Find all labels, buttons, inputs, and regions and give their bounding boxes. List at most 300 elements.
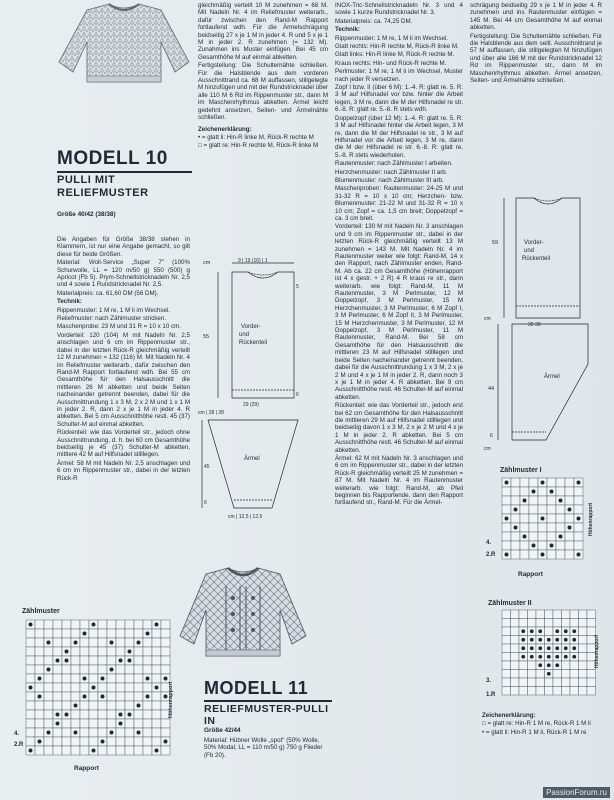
chart-cell [71, 620, 80, 629]
chart-cell [125, 638, 134, 647]
chart-cell [520, 478, 529, 487]
chart-cell [35, 746, 44, 755]
chart-cell [545, 619, 554, 628]
chart-cell [134, 710, 143, 719]
chart-cell [511, 636, 520, 645]
chart-cell [152, 728, 161, 737]
chart-cell [579, 636, 588, 645]
chart-cell [116, 701, 125, 710]
chart-cell [143, 656, 152, 665]
chart-cell [565, 532, 574, 541]
chart-dot [74, 641, 78, 645]
chart-cell [511, 478, 520, 487]
chart-cell [125, 683, 134, 692]
model11-body-schematic [478, 178, 608, 328]
chart-cell [143, 737, 152, 746]
chart-cell [574, 532, 583, 541]
chart-dot [83, 695, 87, 699]
chart-cell [125, 674, 134, 683]
paragraph: Rückenteil: wie das Vorderteil str., jedoch erst bei 62 cm Gesamthöhe für den Halsausschnitt die mittleren 29 M auf Hilfsnadel stilllegen und beidseitig davon 1 x 3 M, 2 x je 2 M und 4 x je 1 M in jeder 2. R abketten. Bei 5 cm Ausschnitthöhe restl. 46 Schulter-M auf einmal abketten. [335, 402, 463, 454]
chart-cell [143, 728, 152, 737]
chart-cell [143, 665, 152, 674]
chart-dot [532, 490, 536, 494]
chart-cell [529, 478, 538, 487]
paragraph: Rippenmuster: 1 M re, 1 M li im Wechsel. [335, 34, 449, 42]
chart-cell [125, 665, 134, 674]
legend-box-text: = glatt re: Hin-R rechte M, Rück-R linke M [203, 142, 319, 150]
chart-cell [107, 719, 116, 728]
paragraph: Kraus rechts: Hin- und Rück-R rechte M. [335, 59, 447, 67]
chart-cell [71, 683, 80, 692]
sweater-11-illustration [178, 566, 308, 658]
chart-dot [137, 704, 141, 708]
paragraph: Vorderteil: 120 (104) M mit Nadeln Nr. 2,5 anschlagen und 6 cm im Rippenmuster str., dabei in der letzten Rück-R gleichmäßig verteilt 12 M zunehmen = 132 (116) M. Mit Nadeln Nr. 4 im Reliefmuster weiterarb., dafür zwischen den Rand-M Rapport fortlaufend wdh. Bei 55 cm Gesamthöhe für den Halsausschnitt die mittleren 26 M abketten und beide Seiten nacheinander getrennt beenden, dabei für die Ausschnittrundung 1 x 3 M, 2 x 2 M und 1 x 1 M in jeder 2. R, dann 2 x je 1 M in jeder 4. R abketten. Bei 5 cm Ausschnitthöhe restl. 45 (37) Schulter-M auf einmal abketten. [57, 331, 190, 428]
chart-cell [62, 674, 71, 683]
chart-cell [587, 678, 596, 687]
chart-dot [538, 655, 542, 659]
chart-cell [71, 674, 80, 683]
chart-cell [35, 665, 44, 674]
chart-cell [528, 619, 537, 628]
chart-cell [502, 670, 511, 679]
chart-cell [511, 678, 520, 687]
chart-cell [502, 627, 511, 636]
paragraph: Rautenmuster: nach Zählmuster I arbeiten. [335, 160, 453, 168]
chart-cell [547, 505, 556, 514]
chart-dot [541, 553, 545, 557]
chart-cell [71, 710, 80, 719]
paragraph: Vorderteil: 130 M mit Nadeln Nr. 3 anschlagen und 9 cm im Rippenmuster str., dabei in der letzten Rück-R gleichmäßig verteilt 13 M zunehmen = 143 M. Mit Nadeln Nr. 4 im Rautenmuster weiter wie folgt: Rand-M, 14 x den Rapport, nach Zählmuster enden, Rand-M. Ab ca. 22 cm Gesamthöhe (Höhenrapport ist 4 x gestr. + 2 R) 4 R kraus re str., dann weiterarb. wie folgt: Rand-M, 11 M Rautenmuster, 3 M Perlmuster, 12 M Doppelzopf, 3 M Perlmuster, 15 M Herzchenmuster, 3 M Perlmuster, 6 M Zopf I, 3 M Perlmuster, 6 M Zopf II, 3 M Perlmuster, 15 M Herzchenmuster, 3 M Perlmuster, 12 M Doppelzopf, 3 M Perlmuster, 11 M Rautenmuster, Rand-M. Bei 58 cm Gesamthöhe für den Halsausschnitt die mittleren 23 M auf Hilfsnadel stilllegen und beide Seiten nacheinander getrennt beenden, dabei für die Ausschnittrundung 1 x 3 M, 2 x je 2 M und 4 x je 1 M in jeder 2. R, dann noch 3 x je 1 M in jeder 4. R abketten. Bei 9 cm Ausschnitthöhe restl. 46 Schulter-M auf einmal abketten. [335, 223, 463, 401]
paragraph: Blumenmuster: nach Zählmuster III arb. [335, 176, 444, 184]
chart-cell [143, 701, 152, 710]
chart-dot [514, 508, 518, 512]
chart-cell [511, 670, 520, 679]
chart-cell [579, 627, 588, 636]
paragraph: Ärmel: 62 M mit Nadeln Nr. 3 anschlagen und 6 cm im Rippenmuster str., dabei in der letzten Rück-R gleichmäßig verteilt 25 M zunehmen = 87 M. Mit Nadeln Nr. 4 im Rautenmuster weiterarb. wie folgt: Rand-M, ab Pfeil beginnen bis Rapportende, dann den Rapport fortlaufend str., Rand-M. Für die Ärmel- [335, 454, 463, 507]
chart-cell [116, 629, 125, 638]
chart-dot [101, 740, 105, 744]
chart-cell [565, 478, 574, 487]
dot-icon: • [198, 133, 202, 141]
chart-cell [134, 692, 143, 701]
chart-dot [559, 499, 563, 503]
chart-cell [89, 629, 98, 638]
chart-cell [62, 638, 71, 647]
model11-size: Größe 42/44 [204, 727, 241, 734]
chart-dot [547, 638, 551, 642]
chart-dot [572, 629, 576, 633]
paragraph: gleichmäßig verteilt 10 M zunehmen = 68 M. Mit Nadeln Nr. 4 im Reliefmuster weiterarb., dafür zwischen den Rand-M Rapport fortlaufend wdh. Für die Ärmelschrägung beidseitig 27 x je 1 M in jeder 4. R und 5 x je 1 M in jeder 2. R zunehmen (= 132 M). Zunahmen ins Muster einfügen. Bei 45 cm Gesamthöhe M auf einmal abketten. [198, 2, 328, 61]
footer-watermark: PassionForum.ru [543, 787, 610, 798]
chart-cell [511, 610, 520, 619]
chart-cell [547, 532, 556, 541]
chart-cell [511, 653, 520, 662]
chart-dot [56, 722, 60, 726]
model11-sleeve-schematic [478, 316, 608, 456]
chart-dot [74, 704, 78, 708]
chart-cell [98, 746, 107, 755]
chart-dot [155, 749, 159, 753]
chart-cell [152, 710, 161, 719]
chart-dot [547, 655, 551, 659]
dim-label: 29 (29) [243, 402, 259, 408]
paragraph: Materialpreis: ca. 74,25 DM. [335, 17, 413, 25]
front-back-label2: und [524, 248, 535, 254]
chart-cell [536, 610, 545, 619]
chart-cell [152, 692, 161, 701]
chart-dot [559, 535, 563, 539]
chart-cell [529, 523, 538, 532]
dim-label: cm | 28 | 28 [198, 410, 224, 416]
dim-label: 45 [204, 464, 210, 470]
chart-cell [502, 496, 511, 505]
chart-cell [538, 496, 547, 505]
chart-dot [164, 740, 168, 744]
chart-dot [65, 650, 69, 654]
chart-cell [502, 532, 511, 541]
chart-cell [143, 620, 152, 629]
dim-label: 5 [296, 284, 299, 290]
box-icon: □ [482, 720, 488, 728]
chart-cell [35, 683, 44, 692]
dim-label: 9 | 19 (16) | 1 [238, 258, 268, 264]
chart-cell [161, 728, 170, 737]
chart-cell [529, 505, 538, 514]
chart-cell [89, 647, 98, 656]
front-back-label: Vorder- [241, 324, 261, 330]
chart-cell [98, 647, 107, 656]
chart-cell [152, 665, 161, 674]
chart-cell [134, 629, 143, 638]
chart-cell [26, 647, 35, 656]
chart-cell [53, 620, 62, 629]
paragraph: Technik: [57, 298, 82, 306]
chart-cell [53, 746, 62, 755]
chart-cell [107, 737, 116, 746]
chart-cell [116, 674, 125, 683]
paragraph: Material: Woll-Service „Super 7" (100% Schurwolle, LL = 120 m/50 g) 550 (500) g Apricot (Fb 5). Prym-Schnellstricknadeln Nr. 2,5 und 4 sowie 1 Rundstricknadel Nr. 2,5. [57, 259, 190, 289]
chart-cell [26, 629, 35, 638]
chart-label: 4. [486, 540, 492, 546]
chart-cell [502, 505, 511, 514]
chart-dot [38, 740, 42, 744]
chart-dot [92, 686, 96, 690]
chart-dot [530, 655, 534, 659]
chart-dot [56, 659, 60, 663]
chart-cell [556, 478, 565, 487]
chart-cell [107, 701, 116, 710]
paragraph: Materialpreis: ca. 61,60 DM (56 DM). [57, 289, 159, 297]
chart-cell [62, 683, 71, 692]
chart-cell [152, 674, 161, 683]
model10-instructions-col2 [198, 2, 328, 151]
paragraph: Fertigstellung: Die Schulternähte schließen. Für die Halsblende aus dem seitl. Ausschnittrand je 57 M auffassen, die stillgelegten M hinzufügen und über alle 166 M mit der Rundstricknadel 12 Rd im Rippenmuster str., dann M im Maschenrhythmus abketten. Ärmel ansetzen, Seiten- und Ärmelnähte schließen. [470, 32, 602, 85]
chart-label: Höhenrapport [168, 681, 174, 718]
front-back-label3: Rückenteil [522, 256, 551, 262]
chart-cell [89, 737, 98, 746]
chart-cell [553, 678, 562, 687]
chart-dot [155, 623, 159, 627]
chart-cell [80, 746, 89, 755]
chart-cell [44, 620, 53, 629]
chart-dot [92, 623, 96, 627]
chart-cell [71, 737, 80, 746]
chart-cell [98, 710, 107, 719]
chart-cell [161, 656, 170, 665]
chart-cell [556, 487, 565, 496]
chart-cell [579, 670, 588, 679]
chart1-title: Zählmuster I [500, 467, 542, 474]
chart-cell [579, 661, 588, 670]
chart-cell [71, 719, 80, 728]
chart-cell [125, 737, 134, 746]
chart-dot [38, 677, 42, 681]
chart-cell [107, 620, 116, 629]
chart-cell [62, 728, 71, 737]
chart-cell [502, 678, 511, 687]
chart-cell [107, 656, 116, 665]
chart-cell [134, 674, 143, 683]
chart-cell [116, 692, 125, 701]
chart-cell [520, 523, 529, 532]
paragraph: schrägung beidseitig 29 x je 1 M in jeder 4. R zunehmen und ins Rautenmuster einfügen = 145 M. Bei 44 cm Gesamthöhe M auf einmal abketten. [470, 2, 602, 32]
chart-cell [134, 683, 143, 692]
legend-title: Zeichenerklärung: [482, 712, 536, 719]
chart-cell [529, 496, 538, 505]
chart-cell [44, 719, 53, 728]
chart-dot [110, 668, 114, 672]
chart-cell [26, 665, 35, 674]
chart-cell [545, 687, 554, 696]
paragraph: Doppelzopf (über 12 M): 1.-4. R: glatt re. 5. R: 3 M auf Hilfsnadel hinter die Arbeit legen, 3 M re, dann die M der Hilfsnadel re str., 3 M auf Hilfsnadel vor die Arbeit legen, 3 M re, dann die M der Hilfsnadel re str. 6.-8. R: glatt re. 5.-8. R stets wiederholen. [335, 114, 463, 159]
chart-cell [520, 541, 529, 550]
chart-cell [62, 737, 71, 746]
chart-dot [164, 695, 168, 699]
chart-cell [125, 746, 134, 755]
chart-cell [579, 619, 588, 628]
dim-label: cm [484, 446, 491, 452]
chart-cell [35, 620, 44, 629]
chart-dot [505, 553, 509, 557]
chart-cell [53, 638, 62, 647]
chart-cell [556, 541, 565, 550]
chart-cell [511, 550, 520, 559]
chart-cell [134, 665, 143, 674]
chart-label: Höhenrapport [588, 502, 594, 536]
chart-dot [514, 526, 518, 530]
chart-cell [502, 644, 511, 653]
chart-dot [547, 663, 551, 667]
chart-cell [587, 610, 596, 619]
paragraph: Technik: [335, 26, 360, 34]
chart-dot [577, 517, 581, 521]
model10-sleeve-schematic [198, 408, 328, 523]
chart-cell [89, 692, 98, 701]
chart-dot [555, 629, 559, 633]
chart-cell [152, 656, 161, 665]
chart-cell [556, 514, 565, 523]
model10-body-schematic [198, 258, 328, 408]
front-back-label2: und [239, 332, 250, 338]
chart-cell [574, 487, 583, 496]
chart-cell [98, 728, 107, 737]
chart-cell [152, 629, 161, 638]
chart-dot [555, 655, 559, 659]
chart-cell [553, 610, 562, 619]
chart-cell [511, 661, 520, 670]
chart-cell [152, 737, 161, 746]
chart-cell [89, 728, 98, 737]
chart-cell [143, 647, 152, 656]
chart-cell [161, 638, 170, 647]
chart-cell [161, 665, 170, 674]
chart-cell [134, 656, 143, 665]
chart-cell [80, 665, 89, 674]
chart-cell [538, 541, 547, 550]
chart-cell [80, 737, 89, 746]
chart-dot [547, 646, 551, 650]
chart-dot [38, 695, 42, 699]
chart-dot [56, 713, 60, 717]
chart-cell [570, 619, 579, 628]
chart-dot [530, 638, 534, 642]
chart-cell [152, 701, 161, 710]
chart-cell [80, 728, 89, 737]
chart-cell [579, 653, 588, 662]
chart-cell [553, 687, 562, 696]
chart-cell [71, 746, 80, 755]
chart-cell [502, 687, 511, 696]
chart-dot [564, 646, 568, 650]
chart-dot [83, 632, 87, 636]
chart-cell [26, 692, 35, 701]
chart-dot [146, 695, 150, 699]
dim-label: cm | 12,5 | 12,5 [228, 514, 263, 520]
chart-cell [556, 523, 565, 532]
chart-cell [570, 661, 579, 670]
chart-dot [119, 659, 123, 663]
chart-cell [528, 670, 537, 679]
chart-cell [529, 550, 538, 559]
chart-dot [523, 499, 527, 503]
chart-cell [511, 627, 520, 636]
chart-cell [53, 647, 62, 656]
paragraph: Herzchenmuster: nach Zählmuster II arb. [335, 168, 448, 176]
chart-dot [521, 638, 525, 642]
chart-grid [502, 478, 583, 559]
chart-cell [547, 550, 556, 559]
chart-dot [128, 659, 132, 663]
chart-cell [538, 532, 547, 541]
chart-dot [521, 655, 525, 659]
legend-dot [482, 729, 610, 736]
chart-dot [572, 638, 576, 642]
chart-cell [547, 514, 556, 523]
chart-dot [101, 677, 105, 681]
chart-dot [119, 713, 123, 717]
chart-cell [107, 647, 116, 656]
chart-cell [71, 692, 80, 701]
chart-cell [161, 620, 170, 629]
legend-box [482, 720, 610, 727]
chart-cell [89, 674, 98, 683]
chart-cell [26, 701, 35, 710]
chart-cell [587, 670, 596, 679]
chart-dot [47, 731, 51, 735]
chart-dot [555, 638, 559, 642]
chart-cell [98, 638, 107, 647]
chart-dot [110, 641, 114, 645]
chart-cell [116, 746, 125, 755]
chart-cell [107, 692, 116, 701]
chart-cell [511, 687, 520, 696]
front-back-label3: Rückenteil [239, 340, 268, 346]
chart-cell [44, 710, 53, 719]
chart-cell [556, 550, 565, 559]
chart-cell [107, 683, 116, 692]
chart-cell [89, 656, 98, 665]
chart-cell [62, 620, 71, 629]
chart-cell [547, 496, 556, 505]
model11-material: Material: Hübner Wolle „spot" (50% Wolle, 50% Modal, LL = 110 m/50 g) 750 g Flieder (Fb 20). [204, 737, 323, 759]
chart-label: 3. [486, 678, 492, 684]
chart-cell [529, 532, 538, 541]
chart-cell [80, 647, 89, 656]
chart-cell [520, 550, 529, 559]
chart-cell [143, 638, 152, 647]
chart-cell [570, 670, 579, 679]
chart-cell [35, 710, 44, 719]
chart-cell [80, 638, 89, 647]
chart-dot [568, 508, 572, 512]
chart-cell [125, 620, 134, 629]
chart-cell [125, 692, 134, 701]
paragraph: Reliefmuster: nach Zählmuster stricken. [57, 315, 167, 323]
chart-dot [532, 544, 536, 548]
chart-dot [128, 650, 132, 654]
chart-cell [44, 629, 53, 638]
chart-cell [570, 610, 579, 619]
chart-cell [116, 683, 125, 692]
chart-cell [134, 647, 143, 656]
chart-cell [502, 541, 511, 550]
chart-cell [53, 665, 62, 674]
paragraph: Glatt rechts: Hin-R rechte M, Rück-R linke M. [335, 43, 459, 51]
chart-cell [62, 746, 71, 755]
chart-cell [502, 636, 511, 645]
chart-cell [562, 661, 571, 670]
chart-dot [146, 632, 150, 636]
chart2-title: Zählmuster II [488, 600, 532, 607]
chart-cell [35, 647, 44, 656]
chart-dot [128, 713, 132, 717]
chart-dot [137, 641, 141, 645]
chart-cell [579, 678, 588, 687]
chart-dot [577, 553, 581, 557]
chart-cell [116, 647, 125, 656]
chart-cell [116, 737, 125, 746]
chart-cell [161, 719, 170, 728]
chart-dot [505, 481, 509, 485]
paragraph: Ärmel: 58 M mit Nadeln Nr. 2,5 anschlagen und 6 cm im Rippenmuster str., dabei in der letzten Rück-R [57, 459, 190, 482]
chart-cell [528, 678, 537, 687]
chart-dot [564, 629, 568, 633]
dim-label: cm [484, 316, 491, 322]
chart-cell [53, 737, 62, 746]
chart-dot [110, 731, 114, 735]
chart-cell [519, 687, 528, 696]
dim-label: 55 [203, 334, 210, 340]
